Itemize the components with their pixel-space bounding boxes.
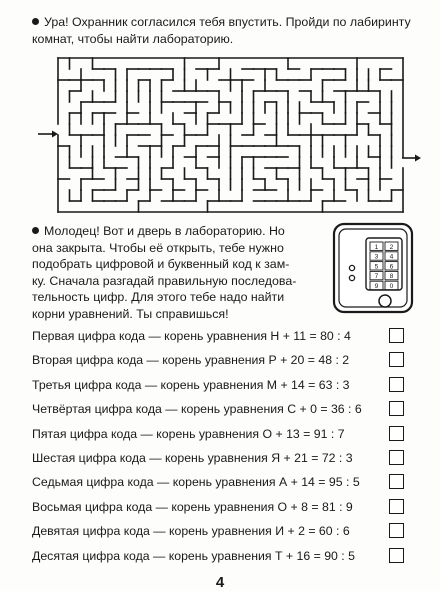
door-lock-panel[interactable] [332,222,414,314]
equation-row [32,376,404,394]
answer-box[interactable] [389,548,404,563]
lab-line-4: ку. Сначала разгадай правильную последова- [32,273,297,288]
equation-text: Вторая цифра кода — корень уравнения Р + 20 = 48 : 2 [32,353,350,368]
equation-text: Третья цифра кода — корень уравнения М + 14 = 63 : 3 [32,377,350,392]
equation-text: Десятая цифра кода — корень уравнения Т + 16 = 90 : 5 [32,548,355,563]
keypad-key-label: 9 [374,283,379,290]
bullet-icon [32,227,39,234]
equation-text: Восьмая цифра кода — корень уравнения О + 8 = 81 : 9 [32,499,353,514]
answer-box[interactable] [389,377,404,392]
keypad-key-label: 4 [389,253,394,261]
equation-row [32,473,404,491]
indicator-light-icon [349,265,354,270]
answer-box[interactable] [389,352,404,367]
bullet-icon [32,18,39,25]
lab-line-2: она закрыта. Чтобы её открыть, тебе нужно [32,240,284,255]
keypad-key-label: 5 [374,263,379,271]
equation-text: Седьмая цифра кода — корень уравнения А + 14 = 95 : 5 [32,475,360,490]
equation-text: Четвёртая цифра кода — корень уравнения С + 0 = 36 : 6 [32,402,362,417]
answer-box[interactable] [389,474,404,489]
equation-text: Девятая цифра кода — корень уравнения И + 2 = 60 : 6 [32,524,350,539]
intro-line-1: Ура! Охранник согласился тебя впустить. Пройди по лабиринту [44,15,411,29]
keypad-key-label: 2 [389,243,394,251]
maze-entry-arrow-icon [38,131,58,138]
equation-row [32,547,404,565]
maze-exit-arrow-icon [402,155,421,162]
handle-icon[interactable] [379,295,391,307]
answer-box[interactable] [389,401,404,416]
equation-row [32,449,404,467]
keypad-key-label: 0 [389,283,394,290]
indicator-light-icon [349,275,354,280]
keypad-key-label: 1 [374,243,379,251]
lab-line-5: тельность цифр. Для этого тебе надо найти [32,290,285,304]
equation-row [32,351,404,369]
lab-line-6: корни уравнений. Ты справишься! [32,306,229,321]
keypad-key-label: 6 [389,263,394,271]
intro-paragraph [32,14,432,47]
answer-box[interactable] [389,499,404,514]
intro-line-2: комнат, чтобы найти лабораторию. [32,31,234,46]
equation-row [32,400,404,418]
lab-paragraph [32,223,317,322]
answer-box[interactable] [389,328,404,343]
equation-row [32,498,404,516]
equation-row [32,425,404,443]
equation-text: Первая цифра кода — корень уравнения Н + 11 = 80 : 4 [32,329,351,343]
equation-text: Пятая цифра кода — корень уравнения О + 13 = 91 : 7 [32,426,345,441]
answer-box[interactable] [389,450,404,465]
equation-row [32,522,404,540]
keypad-key-label: 8 [389,273,394,281]
keypad-key-label: 3 [374,253,379,261]
maze[interactable] [0,52,440,222]
page-number: 4 [215,574,225,591]
lab-line-3: подобрать цифровой и буквенный код к зам- [32,257,290,271]
answer-box[interactable] [389,523,404,538]
equation-row [32,327,404,345]
lab-line-1: Молодец! Вот и дверь в лабораторию. Но [44,224,285,238]
equation-text: Шестая цифра кода — корень уравнения Я + 21 = 72 : 3 [32,451,353,465]
answer-box[interactable] [389,426,404,441]
keypad-key-label: 7 [374,273,379,281]
